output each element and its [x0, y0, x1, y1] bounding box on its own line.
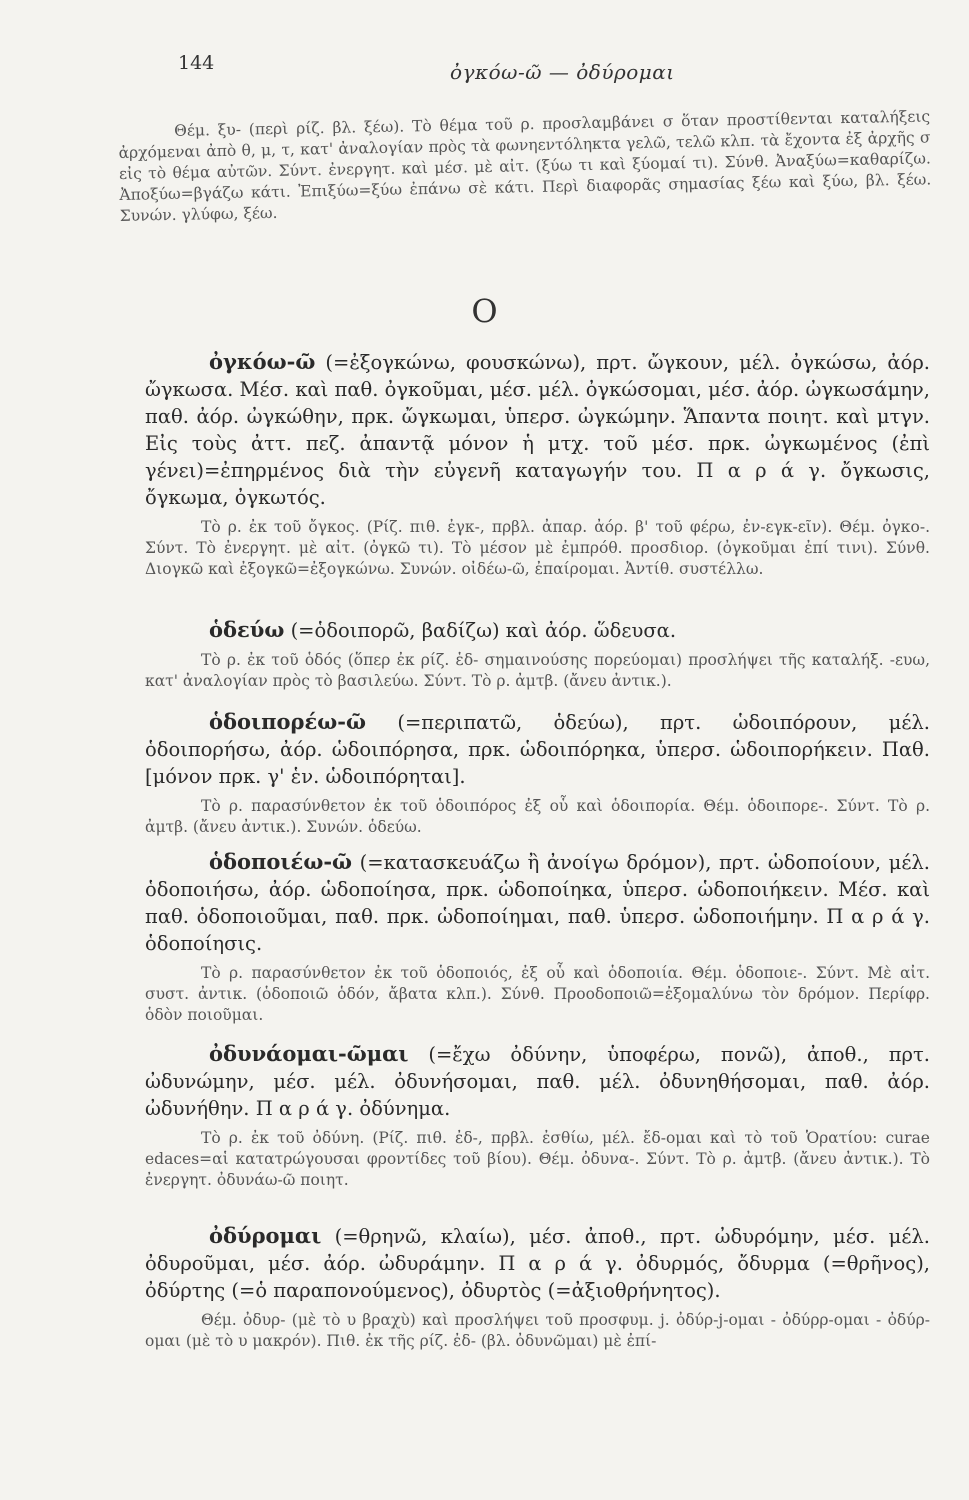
entry-notes: Θέμ. ὀδυρ- (μὲ τὸ υ βραχὺ) καὶ προσλήψει τοῦ προσφυμ. j. ὀδύρ-j-ομαι - ὀδύρρ-ομαι - ὀδύρ-ομαι (μὲ τὸ υ μακρόν). Πιθ. ἐκ τῆς ρίζ. ἐδ- (βλ. ὀδυνῶμαι) μὲ ἐπί- — [145, 1311, 930, 1350]
intro-text: Θέμ. ξυ- (περὶ ρίζ. βλ. ξέω). Τὸ θέμα τοῦ ρ. προσλαμβάνει σ ὅταν προστίθενται καταλήξεις ἀρχόμεναι ἀπὸ θ, μ, τ, κατ' ἀναλογίαν πρὸς τὰ φωνηεντόληκτα γελῶ, τελῶ κλπ. τὰ ἔχοντα ἐξ ἀρχῆς σ εἰς τὸ θέμα αὐτῶν. Σύντ. ἐνεργητ. καὶ μέσ. μὲ αἰτ. (ξύω τι καὶ ξύομαί τι). Σύνθ. Ἀναξύω=καθαρίζω. Ἀποξύω=βγάζω κάτι. Ἐπιξύω=ξύω ἐπάνω σὲ κάτι. Περὶ διαφορᾶς σημασίας ξέω καὶ ξύω, βλ. ξέω. Συνών. γλύφω, ξέω. — [118, 107, 932, 225]
lemma: ὀγκόω-ῶ — [209, 349, 316, 374]
entry-odopoieo — [145, 848, 930, 1026]
lemma: ὀδυνάομαι-ῶμαι — [209, 1041, 409, 1066]
entry-text — [145, 1222, 930, 1304]
entry-notes: Τὸ ρ. ἐκ τοῦ ὀδύνη. (Ρίζ. πιθ. ἐδ-, πρβλ. ἐσθίω, μέλ. ἔδ-ομαι καὶ τὸ τοῦ Ὁρατίου: curae edaces=αἱ κατατρώγουσαι φροντίδες τοῦ βίου). Θέμ. ὀδυνα-. Σύντ. Τὸ ρ. ἀμτβ. (ἄνευ ἀντικ.). Τὸ ἐνεργητ. ὀδυνάω-ῶ ποιητ. — [145, 1129, 930, 1189]
entry-body: (=κατασκευάζω ἢ ἀνοίγω δρόμον), πρτ. ὡδοποίουν, μέλ. ὁδοποιήσω, ἀόρ. ὡδοποίησα, πρκ. ὡδοποίηκα, ὑπερσ. ὡδοποιήκειν. Μέσ. καὶ παθ. ὁδοποιοῦμαι, παθ. πρκ. ὡδοποίημαι, παθ. ὑπερσ. ὡδοποιήμην. Π α ρ ά γ. ὁδοποίησις. — [145, 851, 930, 955]
entry-body: (=ὁδοιπορῶ, βαδίζω) καὶ ἀόρ. ὥδευσα. — [290, 619, 677, 642]
lemma: ὁδοποιέω-ῶ — [209, 849, 353, 874]
entry-odeuo — [145, 616, 930, 692]
entry-body: (=ἐξογκώνω, φουσκώνω), πρτ. ὤγκουν, μέλ. ὀγκώσω, ἀόρ. ὤγκωσα. Μέσ. καὶ παθ. ὀγκοῦμαι, μέσ. μέλ. ὀγκώσομαι, μέσ. ἀόρ. ὠγκωσάμην, παθ. ἀόρ. ὠγκώθην, πρκ. ὤγκωμαι, ὑπερσ. ὠγκώμην. Ἅπαντα ποιητ. καὶ μτγν. Εἰς τοὺς ἀττ. πεζ. ἀπαντᾷ μόνον ἡ μτχ. τοῦ μέσ. πρκ. ὠγκωμένος (ἐπὶ γένει)=ἐπηρμένος διὰ τὴν εὐγενῆ καταγωγήν του. Π α ρ ά γ. ὄγκωσις, ὄγκωμα, ὀγκωτός. — [145, 351, 930, 509]
section-letter: Ο — [471, 292, 498, 330]
entry-odyromai — [145, 1222, 930, 1352]
entry-text — [145, 348, 930, 511]
entry-notes: Τὸ ρ. ἐκ τοῦ ὄγκος. (Ρίζ. πιθ. ἐγκ-, πρβλ. ἀπαρ. ἀόρ. β' τοῦ φέρω, ἐν-εγκ-εῖν). Θέμ. ὀγκο-. Σύντ. Τὸ ἐνεργητ. μὲ αἰτ. (ὀγκῶ τι). Τὸ μέσον μὲ ἐμπρόθ. προσδιορ. (ὀγκοῦμαι ἐπί τινι). Σύνθ. Διογκῶ καὶ ἐξογκῶ=ἐξογκώνω. Συνών. οἰδέω-ῶ, ἐπαίρομαι. Ἀντίθ. συστέλλω. — [145, 518, 930, 578]
entry-body: (=θρηνῶ, κλαίω), μέσ. ἀποθ., πρτ. ὠδυρόμην, μέσ. μέλ. ὀδυροῦμαι, μέσ. ἀόρ. ὠδυράμην. Π α ρ ά γ. ὀδυρμός, ὄδυρμα (=θρῆνος), ὀδύρτης (=ὁ παραπονούμενος), ὀδυρτὸς (=ἀξιοθρήνητος). — [145, 1225, 930, 1302]
intro-paragraph — [118, 106, 932, 227]
entry-text — [145, 708, 930, 790]
entry-text — [145, 848, 930, 957]
entry-odoiporeo — [145, 708, 930, 838]
page-number: 144 — [178, 52, 215, 74]
entry-text — [145, 616, 930, 644]
entry-notes: Τὸ ρ. ἐκ τοῦ ὁδός (ὅπερ ἐκ ρίζ. ἑδ- σημαινούσης πορεύομαι) προσλήψει τῆς καταλήξ. -ευω, κατ' ἀναλογίαν πρὸς τὸ βασιλεύω. Σύντ. Τὸ ρ. ἀμτβ. (ἄνευ ἀντικ.). — [145, 651, 930, 690]
lemma: ὀδύρομαι — [209, 1223, 322, 1248]
entry-notes: Τὸ ρ. παρασύνθετον ἐκ τοῦ ὁδοιπόρος ἐξ οὗ καὶ ὁδοιπορία. Θέμ. ὁδοιπορε-. Σύντ. Τὸ ρ. ἀμτβ. (ἄνευ ἀντικ.). Συνών. ὁδεύω. — [145, 797, 930, 836]
entry-text — [145, 1040, 930, 1122]
entry-odynaomai — [145, 1040, 930, 1191]
running-title: ὀγκόω-ῶ — ὀδύρομαι — [450, 60, 675, 84]
entry-body: (=ἔχω ὀδύνην, ὑποφέρω, πονῶ), ἀποθ., πρτ. ὠδυνώμην, μέσ. μέλ. ὀδυνήσομαι, παθ. μέλ. ὀδυνηθήσομαι, παθ. ἀόρ. ὠδυνήθην. Π α ρ ά γ. ὀδύνημα. — [145, 1043, 930, 1120]
entry-ogkoo — [145, 348, 930, 580]
lemma: ὁδοιπορέω-ῶ — [209, 709, 366, 734]
entry-body: (=περιπατῶ, ὁδεύω), πρτ. ὡδοιπόρουν, μέλ. ὁδοιπορήσω, ἀόρ. ὡδοιπόρησα, πρκ. ὡδοιπόρηκα, ὑπερσ. ὡδοιπορήκειν. Παθ. [μόνον πρκ. γ' ἑν. ὡδοιπόρηται]. — [145, 711, 930, 788]
page-header — [178, 52, 769, 84]
lemma: ὁδεύω — [209, 617, 285, 642]
entry-notes: Τὸ ρ. παρασύνθετον ἐκ τοῦ ὁδοποιός, ἐξ οὗ καὶ ὁδοποιία. Θέμ. ὁδοποιε-. Σύντ. Μὲ αἰτ. συστ. ἀντικ. (ὁδοποιῶ ὁδόν, ἄβατα κλπ.). Σύνθ. Προοδοποιῶ=ἐξομαλύνω τὸν δρόμον. Περίφρ. ὁδὸν ποιοῦμαι. — [145, 964, 930, 1024]
